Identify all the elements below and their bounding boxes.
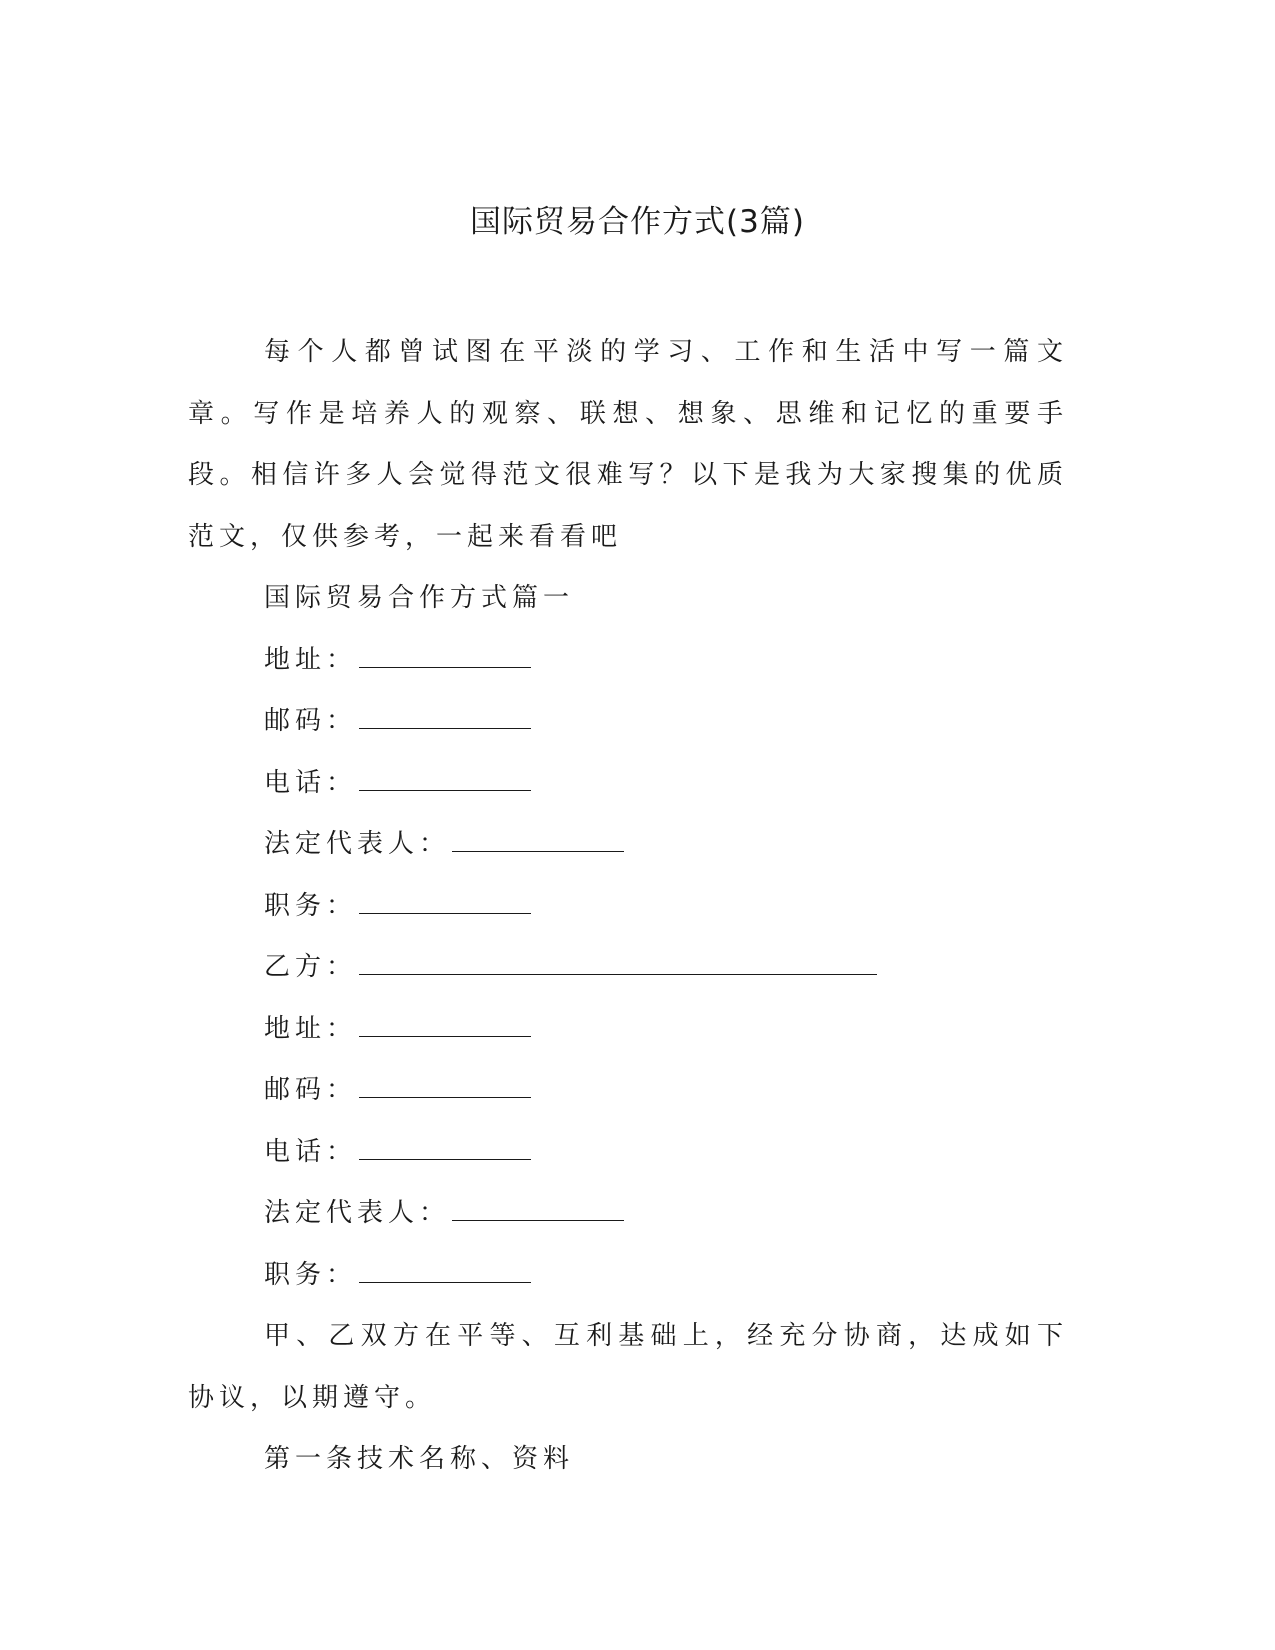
- blank-line: [452, 1192, 624, 1221]
- blank-line: [359, 762, 531, 791]
- party-b-field: [188, 937, 1068, 999]
- party-b-postcode-field: [188, 1060, 1068, 1122]
- document-title: 国际贸易合作方式(3篇): [470, 204, 805, 240]
- blank-line: [359, 700, 531, 729]
- party-a-representative-field: [188, 814, 1068, 876]
- blank-line: [359, 1069, 531, 1098]
- field-label: 乙方：: [264, 952, 358, 982]
- blank-line: [452, 823, 624, 852]
- field-label: 法定代表人：: [264, 829, 451, 859]
- party-a-postcode-field: [188, 691, 1068, 753]
- field-label: 职务：: [264, 1259, 358, 1290]
- field-label: 法定代表人：: [264, 1198, 451, 1228]
- blank-line: [359, 639, 531, 668]
- document-body: [188, 322, 1068, 1491]
- field-label: 职务：: [264, 890, 358, 921]
- party-b-address-field: [188, 999, 1068, 1061]
- party-b-position-field: [188, 1245, 1068, 1307]
- party-b-representative-field: [188, 1183, 1068, 1245]
- section-heading: 国际贸易合作方式篇一: [264, 583, 575, 613]
- party-a-position-field: [188, 876, 1068, 938]
- field-label: 邮码：: [264, 706, 358, 736]
- field-label: 地址：: [264, 644, 358, 675]
- field-label: 电话：: [264, 1136, 358, 1167]
- party-b-phone-field: [188, 1122, 1068, 1184]
- blank-line: [359, 1131, 531, 1160]
- blank-line: [359, 1008, 531, 1037]
- blank-line: [359, 1254, 531, 1283]
- blank-line: [359, 885, 531, 914]
- blank-line: [359, 946, 877, 975]
- agreement-paragraph: 甲、乙双方在平等、互利基础上，经充分协商，达成如下协议，以期遵守。: [188, 1321, 1068, 1413]
- field-label: 电话：: [264, 767, 358, 798]
- party-a-address-field: [188, 630, 1068, 692]
- intro-paragraph: 每个人都曾试图在平淡的学习、工作和生活中写一篇文章。写作是培养人的观察、联想、想象、思维和记忆的重要手段。相信许多人会觉得范文很难写？以下是我为大家搜集的优质范文，仅供参考，一起来看看吧: [188, 337, 1068, 552]
- field-label: 地址：: [264, 1013, 358, 1044]
- field-label: 邮码：: [264, 1075, 358, 1105]
- party-a-phone-field: [188, 753, 1068, 815]
- article-heading: 第一条技术名称、资料: [264, 1444, 575, 1474]
